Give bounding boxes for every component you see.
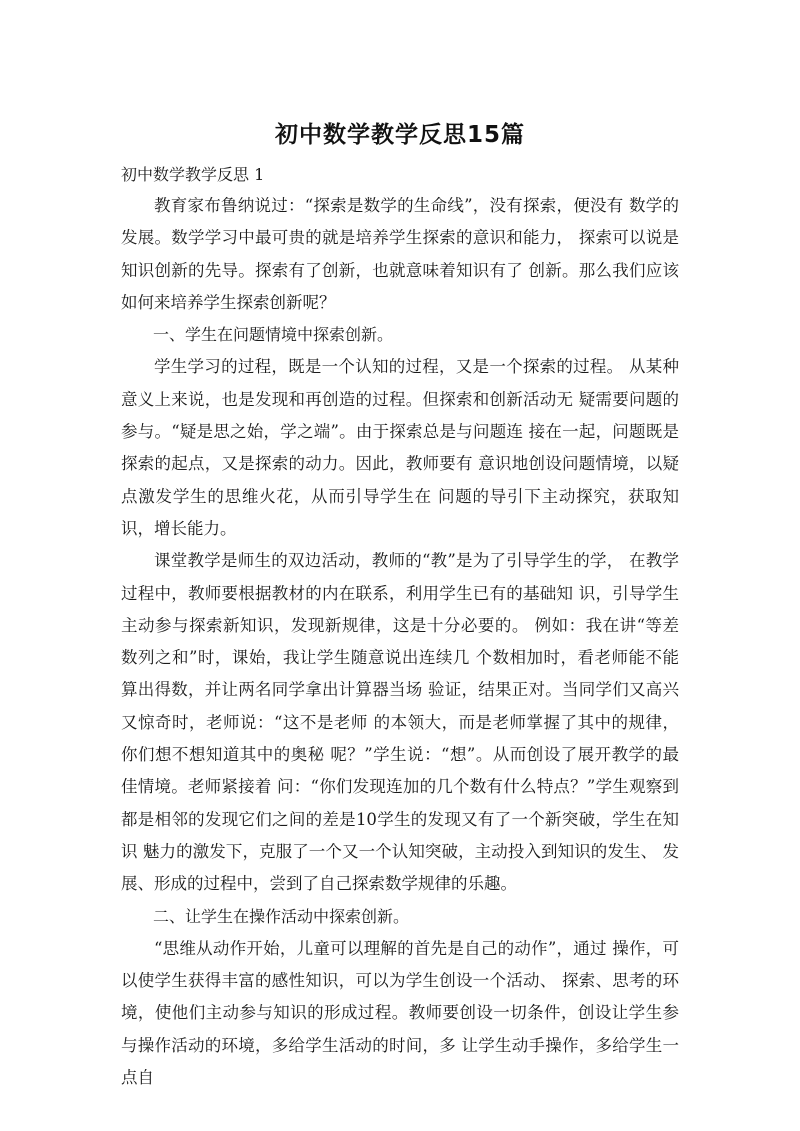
- paragraph-classroom-example: 课堂教学是师生的双边活动，教师的“教”是为了引导学生的学， 在教学过程中，教师要根据教材的内在联系，利用学生已有的基础知 识，引导学生主动参与探索新知识，发现新规律，这是十分必要的。 例如：我在讲“等差数列之和”时，课始，我让学生随意说出连续几 个数相加时，看老师能不能算出得数，并让两名同学拿出计算器当场 验证，结果正对。当同学们又高兴又惊奇时，老师说：“这不是老师 的本领大，而是老师掌握了其中的规律，你们想不想知道其中的奥秘 呢？”学生说：“想”。从而创设了展开教学的最佳情境。老师紧接着 问：“你们发现连加的几个数有什么特点？”学生观察到都是相邻的发现它们之间的差是10学生的发现又有了一个新突破，学生在知识 魅力的激发下，克服了一个又一个认知突破，主动投入到知识的发生、 发展、形成的过程中，尝到了自己探索数学规律的乐趣。: [121, 551, 679, 894]
- section-heading-1: 一、学生在问题情境中探索创新。: [153, 325, 394, 345]
- section-subtitle: 初中数学教学反思 1: [121, 165, 265, 184]
- section-heading-2: 二、让学生在操作活动中探索创新。: [153, 906, 410, 926]
- paragraph-problem-situation: 学生学习的过程，既是一个认知的过程，又是一个探索的过程。 从某种意义上来说，也是发现和再创造的过程。但探索和创新活动无 疑需要问题的参与。“疑是思之始，学之端”。由于探索总是与问题连 接在一起，问题既是探索的起点，又是探索的动力。因此，教师要有 意识地创设问题情境，以疑点激发学生的思维火花，从而引导学生在 问题的导引下主动探究，获取知识，增长能力。: [121, 357, 679, 538]
- paragraph-operation-activity: “思维从动作开始，儿童可以理解的首先是自己的动作”，通过 操作，可以使学生获得丰富的感性知识，可以为学生创设一个活动、 探索、思考的环境，使他们主动参与知识的形成过程。教师要创设一切条件，创设让学生参与操作活动的环境，多给学生活动的时间，多 让学生动手操作，多给学生一点自: [121, 938, 679, 1088]
- document-title: 初中数学教学反思15篇: [274, 122, 525, 148]
- paragraph-intro: 教育家布鲁纳说过：“探索是数学的生命线”，没有探索，便没有 数学的发展。数学学习中最可贵的就是培养学生探索的意识和能力， 探索可以说是知识创新的先导。探索有了创新，也就意味着知识有了 创新。那么我们应该如何来培养学生探索创新呢？: [121, 196, 679, 312]
- document-body: [121, 160, 679, 1094]
